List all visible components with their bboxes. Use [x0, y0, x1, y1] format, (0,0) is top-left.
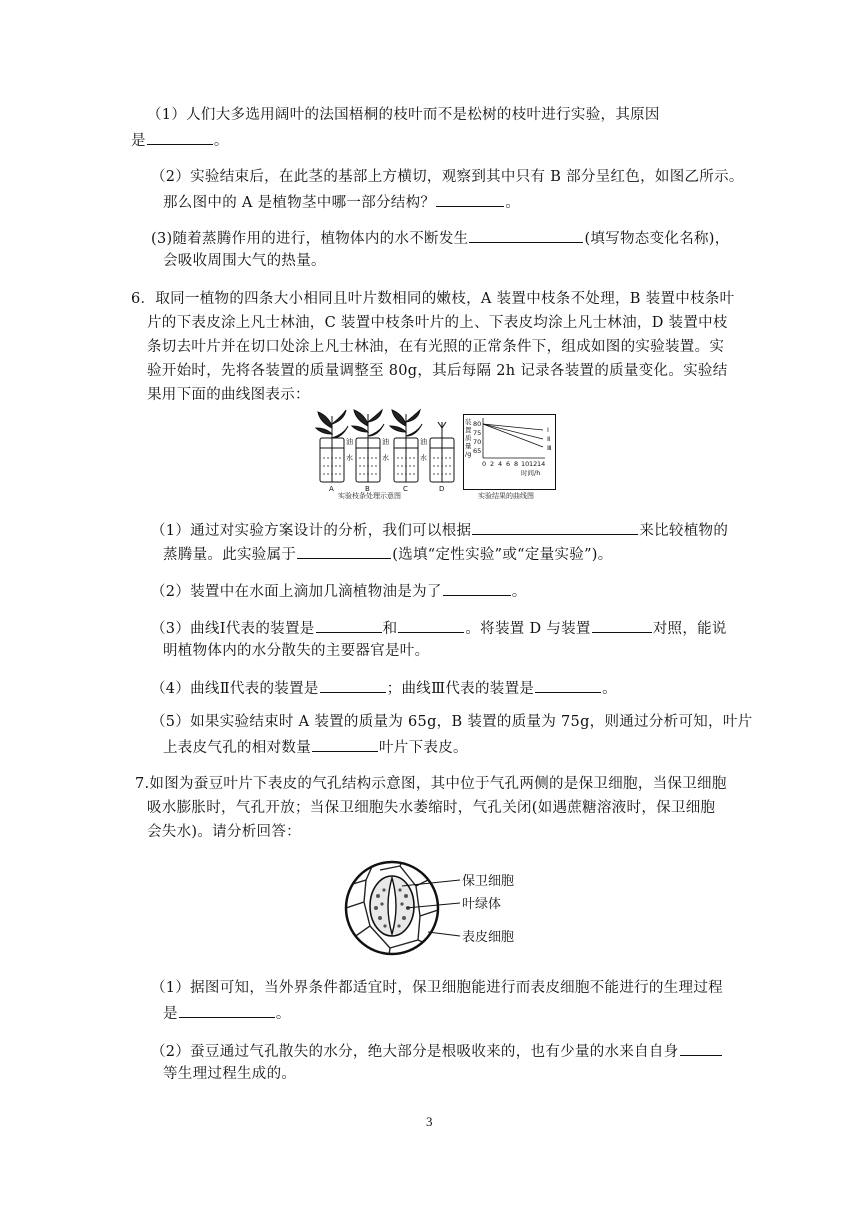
- chloroplast-label: 叶绿体: [462, 897, 502, 912]
- q7-part2-line2: 等生理过程生成的。: [163, 1066, 297, 1082]
- ylabel-char: 装: [465, 418, 472, 426]
- q6-part5-line2: 上表皮气孔的相对数量 叶片下表皮。: [163, 736, 468, 758]
- xtick-label: 4: [498, 460, 503, 468]
- xtick-label: 10: [521, 460, 530, 468]
- answer-blank[interactable]: [472, 519, 638, 535]
- stomata-figure: [340, 856, 540, 966]
- curve-label-i: Ⅰ: [547, 426, 549, 434]
- answer-blank[interactable]: [443, 580, 511, 596]
- oil-label: 油: [382, 438, 389, 446]
- answer-blank[interactable]: [312, 736, 378, 752]
- water-label: 水: [420, 454, 427, 462]
- oil-label: 油: [420, 438, 427, 446]
- xtick-label: 2: [490, 460, 495, 468]
- answer-blank[interactable]: [535, 677, 601, 693]
- tube-label-c: C: [403, 485, 408, 492]
- xtick-label: 12: [529, 460, 538, 468]
- answer-blank[interactable]: [147, 129, 213, 145]
- q6-part3-line1: （3）曲线Ⅰ代表的装置是 和 。将装置 D 与装置 对照，能说: [151, 617, 727, 639]
- ylabel-char: 量: [465, 442, 472, 450]
- tube-label-b: B: [365, 485, 370, 492]
- ytick-label: 70: [473, 438, 482, 446]
- q6-stem-line5: 果用下面的曲线图表示：: [147, 387, 310, 403]
- q5-part3-line2: 会吸收周围大气的热量。: [163, 253, 326, 269]
- q7-part1-line1: （1）据图可知，当外界条件都适宜时，保卫细胞能进行而表皮细胞不能进行的生理过程: [151, 980, 723, 996]
- q6-stem-line4: 验开始时，先将各装置的质量调整至 80g，其后每隔 2h 记录各装置的质量变化。实验结: [147, 363, 728, 379]
- q7-part2-line1: （2）蚕豆通过气孔散失的水分，绝大部分是根吸收来的，也有少量的水来自自身: [151, 1040, 723, 1062]
- xtick-label: 6: [506, 460, 511, 468]
- curve-figure-caption: 实验结果的曲线图: [478, 492, 534, 500]
- curve-label-iii: Ⅲ: [547, 444, 552, 452]
- page-number: 3: [426, 1114, 433, 1129]
- tube-label-a: A: [329, 485, 334, 492]
- answer-blank[interactable]: [469, 227, 583, 243]
- tube-label-d: D: [439, 485, 445, 492]
- answer-blank[interactable]: [297, 543, 391, 559]
- q6-part4: （4）曲线Ⅱ代表的装置是 ；曲线Ⅲ代表的装置是 。: [151, 677, 617, 699]
- q7-part1-line2: 是 。: [163, 1002, 291, 1024]
- q5-part2-line1: （2）实验结束后，在此茎的基部上方横切，观察到其中只有 B 部分呈红色，如图乙所示。: [151, 169, 744, 185]
- q6-part2: （2）装置中在水面上滴加几滴植物油是为了 。: [151, 580, 527, 602]
- answer-blank[interactable]: [320, 677, 386, 693]
- q5-part3-line1: (3)随着蒸腾作用的进行，植物体内的水不断发生 (填写物态变化名称)，: [151, 227, 730, 249]
- water-label: 水: [382, 454, 389, 462]
- q6-part1-line1: （1）通过对实验方案设计的分析，我们可以根据 来比较植物的: [151, 519, 728, 541]
- answer-blank[interactable]: [680, 1040, 722, 1056]
- answer-blank[interactable]: [398, 617, 464, 633]
- setup-figure-caption: 实验枝条处理示意图: [338, 492, 401, 500]
- answer-blank[interactable]: [179, 1002, 275, 1018]
- q7-stem-line1: 7.如图为蚕豆叶片下表皮的气孔结构示意图，其中位于气孔两侧的是保卫细胞，当保卫细胞: [135, 776, 727, 792]
- result-curve-figure: [463, 414, 556, 502]
- answer-blank[interactable]: [592, 617, 652, 633]
- curve-i: [483, 424, 543, 430]
- ytick-label: 80: [473, 420, 482, 428]
- ylabel-char: 质: [465, 434, 472, 442]
- ytick-label: 75: [473, 429, 482, 437]
- curve-label-ii: Ⅱ: [547, 435, 551, 443]
- answer-blank[interactable]: [316, 617, 382, 633]
- q6-stem-line3: 条切去叶片并在切口处涂上凡士林油，在有光照的正常条件下，组成如图的实验装置。实: [147, 339, 725, 355]
- experiment-setup-figure: [314, 408, 464, 500]
- q6-part1-line2: 蒸腾量。此实验属于 (选填“定性实验”或“定量实验”)。: [163, 543, 613, 565]
- guard-cell-label: 保卫细胞: [462, 874, 515, 889]
- xaxis-label: 时间/h: [521, 469, 541, 477]
- q5-part1-line2: 是 。: [131, 129, 229, 151]
- xtick-label: 0: [482, 460, 487, 468]
- q5-part2-line2: 那么图中的 A 是植物茎中哪一部分结构？ 。: [163, 191, 520, 213]
- xtick-label: 8: [514, 460, 519, 468]
- ylabel-char: /g: [465, 450, 472, 458]
- q6-part3-line2: 明植物体内的水分散失的主要器官是叶。: [163, 643, 430, 659]
- epidermal-cell-label: 表皮细胞: [462, 930, 515, 945]
- curve-iii: [483, 424, 543, 447]
- q6-part5-line1: （5）如果实验结束时 A 装置的质量为 65g，B 装置的质量为 75g，则通过分析可知，叶片: [151, 714, 753, 730]
- oil-label: 油: [346, 438, 353, 446]
- answer-blank[interactable]: [436, 191, 504, 207]
- xtick-label: 14: [537, 460, 546, 468]
- ytick-label: 65: [473, 447, 482, 455]
- q7-stem-line2: 吸水膨胀时，气孔开放；当保卫细胞失水萎缩时，气孔关闭(如遇蔗糖溶液时，保卫细胞: [147, 800, 716, 816]
- water-label: 水: [346, 454, 353, 462]
- q7-stem-line3: 会失水)。请分析回答：: [147, 824, 301, 840]
- q6-stem-line1: 6．取同一植物的四条大小相同且叶片数相同的嫩枝，A 装置中枝条不处理，B 装置中枝条叶: [131, 291, 735, 307]
- curve-ii: [483, 424, 543, 439]
- q6-stem-line2: 片的下表皮涂上凡士林油，C 装置中枝条叶片的上、下表皮均涂上凡士林油，D 装置中枝: [147, 315, 728, 331]
- q5-part1-line1: （1）人们大多选用阔叶的法国梧桐的枝叶而不是松树的枝叶进行实验，其原因: [147, 107, 660, 123]
- ylabel-char: 置: [465, 426, 472, 434]
